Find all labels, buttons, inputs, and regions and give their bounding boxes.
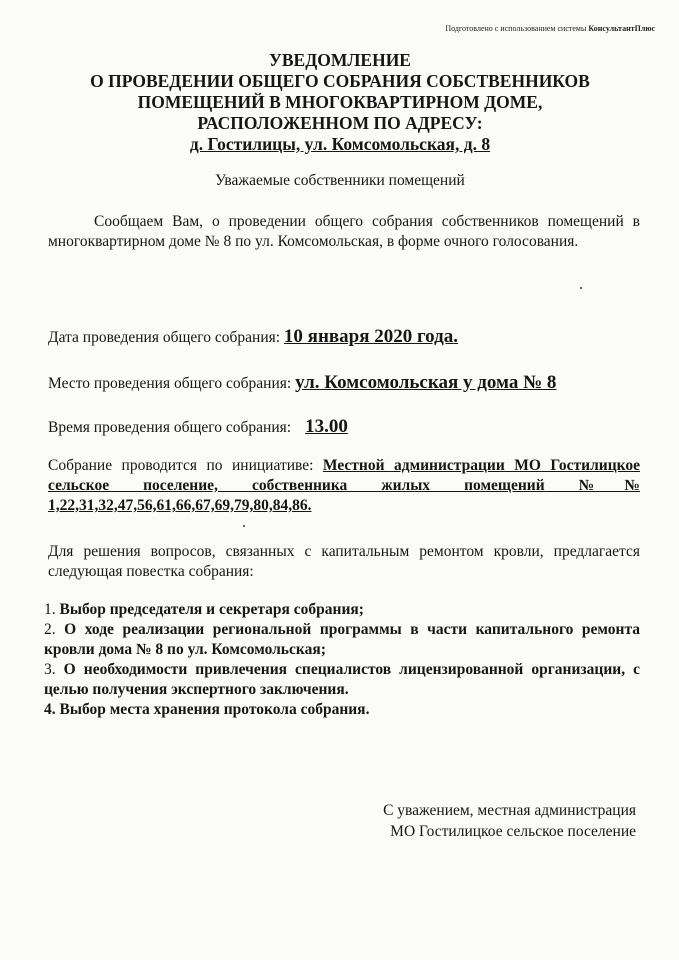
agenda-item [44, 620, 640, 660]
signature-block [300, 800, 636, 842]
agenda-list [44, 600, 640, 720]
heading-line-2: О ПРОВЕДЕНИИ ОБЩЕГО СОБРАНИЯ СОБСТВЕННИКОВ [90, 71, 590, 91]
meeting-date-value: 10 января 2020 года [283, 326, 454, 347]
meeting-place [48, 372, 648, 394]
initiative-value: Местной администрации МО Гостилицкое сельское поселение, собственника жилых помещений №№ 1,22,31,32,47,56,61,66,67,69,79,80,84,86. [48, 457, 640, 514]
agenda-item-text: Выбор председателя и секретаря собрания; [59, 601, 364, 618]
scan-speck [580, 287, 582, 289]
agenda-item-number: 2. [44, 621, 65, 638]
agenda-item-number: 4. [44, 701, 60, 718]
document-heading [60, 50, 620, 155]
signature-line-1: С уважением, местная администрация [383, 802, 636, 819]
greeting: Уважаемые собственники помещений [215, 172, 465, 189]
agenda-item-text: О необходимости привлечения специалистов лицензированной организации, с целью получения экспертного заключения. [44, 661, 640, 698]
meeting-date-suffix: . [453, 326, 458, 347]
scan-speck [243, 525, 245, 527]
agenda-intro: Для решения вопросов, связанных с капитальным ремонтом кровли, предлагается следующая повестка собрания: [48, 543, 640, 580]
agenda-item [44, 660, 640, 700]
initiative-label: Собрание проводится по инициативе: [48, 457, 323, 474]
agenda-item-text: О ходе реализации региональной программы в части капитального ремонта кровли дома № 8 по ул. Комсомольская; [44, 621, 640, 658]
consultant-note [445, 24, 655, 33]
heading-address: д. Гостилицы, ул. Комсомольская, д. 8 [189, 134, 491, 154]
meeting-time-label: Время проведения общего собрания: [48, 419, 292, 436]
meeting-place-label: Место проведения общего собрания: [48, 375, 296, 392]
agenda-item [44, 700, 640, 720]
agenda-item-number: 1. [44, 601, 60, 618]
agenda-item-text: Выбор места хранения протокола собрания. [59, 701, 370, 718]
agenda-item-number: 3. [44, 661, 64, 678]
meeting-time-value: 13.00 [305, 416, 348, 437]
intro-paragraph: Сообщаем Вам, о проведении общего собрания собственников помещений в многоквартирном доме № 8 по ул. Комсомольская, в форме очного голосования. [48, 213, 640, 250]
initiative-paragraph [48, 456, 640, 516]
consultant-note-brand: КонсультантПлюс [588, 24, 655, 33]
heading-line-1: УВЕДОМЛЕНИЕ [269, 50, 411, 70]
signature-line-2: МО Гостилицкое сельское поселение [390, 823, 636, 840]
consultant-note-prefix: Подготовлено с использованием системы [445, 24, 589, 33]
agenda-item [44, 600, 640, 620]
meeting-time [48, 416, 648, 438]
meeting-place-value: ул. Комсомольская у дома № 8 [295, 372, 557, 393]
meeting-date [48, 326, 648, 348]
heading-line-4: РАСПОЛОЖЕННОМ ПО АДРЕСУ: [197, 113, 483, 133]
heading-line-3: ПОМЕЩЕНИЙ В МНОГОКВАРТИРНОМ ДОМЕ, [137, 92, 543, 112]
meeting-date-label: Дата проведения общего собрания: [48, 329, 284, 346]
